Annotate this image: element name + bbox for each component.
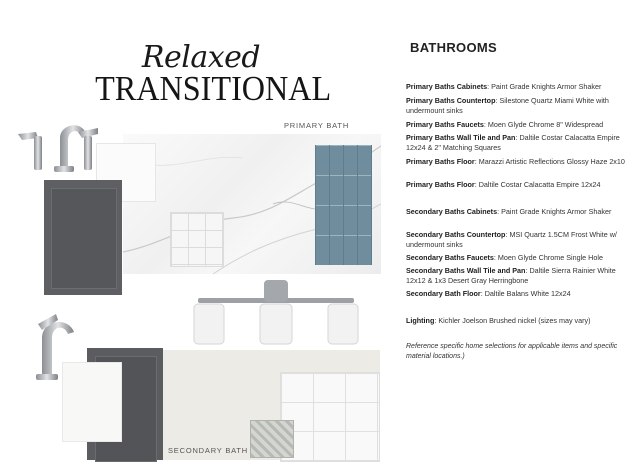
faucet-single-hole-icon [30,310,78,382]
blue-floor-tile-swatch [315,145,372,265]
title-script: Relaxed [141,40,261,75]
spec-item-lighting: Lighting: Kichler Joelson Brushed nickel (sizes may vary) [406,316,591,325]
spec-item: Primary Baths Wall Tile and Pan: Daltile Costar Calacatta Empire 12x24 & 2" Matching Squares [406,133,620,152]
primary-cabinet-panel [51,188,117,289]
reference-note: Reference specific home selections for applicable items and specific material locations.) [406,343,618,360]
spec-item: Primary Baths Floor: Marazzi Artistic Reflections Glossy Haze 2x10 [406,157,625,166]
faucet-widespread-icon [12,118,102,176]
primary-bath-label: PRIMARY BATH [284,121,350,130]
title-main: TRANSITIONAL [95,69,332,108]
spec-item: Primary Baths Floor: Daltile Costar Calacatta Empire 12x24 [406,180,601,189]
square-tile-swatch [170,212,224,267]
spec-item: Primary Baths Cabinets: Paint Grade Knights Armor Shaker [406,82,602,91]
spec-item: Secondary Bath Floor: Daltile Balans White 12x24 [406,289,571,298]
spec-item: Primary Baths Faucets: Moen Glyde Chrome 8" Widespread [406,120,604,129]
herringbone-tile-swatch [250,420,294,458]
secondary-wall-tile-swatch [280,372,380,462]
spec-item: Primary Baths Countertop: Silestone Quartz Miami White with undermount sinks [406,96,609,115]
spec-item: Secondary Baths Cabinets: Paint Grade Knights Armor Shaker [406,207,612,216]
section-heading: BATHROOMS [410,40,497,55]
vanity-light-icon [188,280,364,346]
spec-item: Secondary Baths Wall Tile and Pan: Daltile Sierra Rainier White 12x12 & 1x3 Desert Gray Herringbone [406,266,616,285]
secondary-bath-label: SECONDARY BATH [168,446,248,455]
spec-item: Secondary Baths Faucets: Moen Glyde Chrome Single Hole [406,253,603,262]
spec-item: Secondary Baths Countertop: MSI Quartz 1.5CM Frost White w/ undermount sinks [406,230,617,249]
